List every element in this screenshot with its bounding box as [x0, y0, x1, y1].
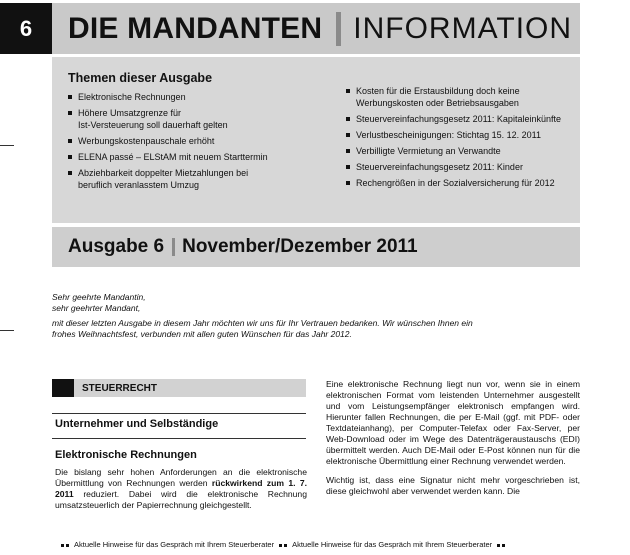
- bullet-square-icon: [346, 181, 350, 185]
- bullet-square-icon: [346, 117, 350, 121]
- topic-item: Steuervereinfachungsgesetz 2011: Kapitaleinkünfte: [346, 113, 576, 125]
- topic-item: Rechengrößen in der Sozialversicherung für 2012: [346, 177, 576, 189]
- article-heading: Elektronische Rechnungen: [55, 449, 197, 461]
- article-right-column: [326, 379, 580, 505]
- topics-title: Themen dieser Ausgabe: [68, 71, 213, 85]
- topic-item: ELENA passé – ELStAM mit neuem Starttermin: [68, 151, 333, 163]
- article-text: reduziert. Dabei wird die elektronische Rechnung umsatzsteuerlich der Papierrechnung gleichgestellt.: [55, 489, 307, 510]
- greeting-line: frohes Weihnachtsfest, verbunden mit allen guten Wünschen für das Jahr 2012.: [52, 329, 352, 339]
- subsection-title: Unternehmer und Selbständige: [55, 418, 219, 430]
- issue-number: 6: [19, 15, 33, 41]
- masthead-separator: [336, 12, 341, 46]
- article-paragraph: Eine elektronische Rechnung liegt nun vor, wenn sie in einem elektronischen Format vom leistenden Unternehmer ausgestellt und vom Leistungsempfänger elektronisch empfangen wird. Hierunter fallen Rechnungen, die per E-Mail (ggf. mit PDF- oder Textdateianhang), per Computer-Telefax oder Fax-Server, per Web-Download oder im Wege des Datenträgeraustauschs (EDI) übermittelt werden. Auch DE-Mail oder E-Post können nun für die elektronische Übermittlung einer Rechnung verwendet werden.: [326, 379, 580, 466]
- margin-mark: [0, 330, 14, 331]
- bullet-square-icon: [346, 133, 350, 137]
- issue-separator: [172, 238, 175, 256]
- footer-bullets: [60, 540, 70, 549]
- bullet-square-icon: [346, 89, 350, 93]
- masthead-title-left: DIE MANDANTEN: [68, 11, 323, 45]
- topics-columns: [68, 86, 580, 221]
- footer-bullets: [496, 540, 506, 549]
- footer-text: Aktuelle Hinweise für das Gespräch mit Ihrem Steuerberater: [74, 540, 275, 549]
- footer-text: Aktuelle Hinweise für das Gespräch mit Ihrem Steuerberater: [292, 540, 493, 549]
- bullet-square-icon: [346, 165, 350, 169]
- masthead: [52, 3, 580, 54]
- margin-mark: [0, 145, 14, 146]
- issue-banner: [52, 227, 580, 267]
- article-text: Die bislang sehr hohen Anforderungen an die elektronische Übermittlung von Rechnungen werden: [55, 467, 307, 488]
- greeting-line: mit dieser letzten Ausgabe in diesem Jahr möchten wir uns für Ihr Vertrauen bedanken. Wir wünschen Ihnen ein: [52, 318, 473, 328]
- footer: [60, 540, 580, 549]
- issue-date: November/Dezember 2011: [182, 236, 418, 257]
- topic-item: Abziehbarkeit doppelter Mietzahlungen bei beruflich veranlasstem Umzug: [68, 167, 333, 191]
- topic-item: Verlustbescheinigungen: Stichtag 15. 12. 2011: [346, 129, 576, 141]
- issue-label: Ausgabe 6: [68, 236, 165, 257]
- topics-left-list: [68, 91, 333, 195]
- bullet-square-icon: [68, 171, 72, 175]
- topics-right-list: [346, 85, 576, 193]
- section-header: [52, 379, 306, 397]
- bullet-square-icon: [68, 155, 72, 159]
- greeting: [52, 292, 582, 340]
- bullet-square-icon: [68, 111, 72, 115]
- masthead-title-right: INFORMATION: [353, 11, 573, 45]
- bullet-square-icon: [68, 95, 72, 99]
- divider: [52, 413, 306, 414]
- greeting-line: sehr geehrter Mandant,: [52, 303, 141, 313]
- greeting-line: Sehr geehrte Mandantin,: [52, 292, 146, 302]
- topic-item: Steuervereinfachungsgesetz 2011: Kinder: [346, 161, 576, 173]
- section-marker: [52, 379, 74, 397]
- divider: [52, 438, 306, 439]
- topic-item: Höhere Umsatzgrenze für Ist-Versteuerung soll dauerhaft gelten: [68, 107, 333, 131]
- topics-box: [52, 57, 580, 223]
- bullet-square-icon: [346, 149, 350, 153]
- section-label: STEUERRECHT: [82, 382, 158, 394]
- topic-item: Kosten für die Erstausbildung doch keine Werbungskosten oder Betriebsausgaben: [346, 85, 576, 109]
- topic-item: Verbilligte Vermietung an Verwandte: [346, 145, 576, 157]
- topic-item: Werbungskostenpauschale erhöht: [68, 135, 333, 147]
- issue-number-box: [0, 3, 52, 54]
- topic-item: Elektronische Rechnungen: [68, 91, 333, 103]
- bullet-square-icon: [68, 139, 72, 143]
- article-text-bold: rückwirkend zum 1. 7. 2011: [55, 478, 307, 499]
- footer-bullets: [278, 540, 288, 549]
- article-paragraph: Wichtig ist, dass eine Signatur nicht mehr vorgeschrieben ist, diese gleichwohl aber verwendet werden kann. Die: [326, 475, 580, 496]
- article-left-text: [55, 467, 307, 511]
